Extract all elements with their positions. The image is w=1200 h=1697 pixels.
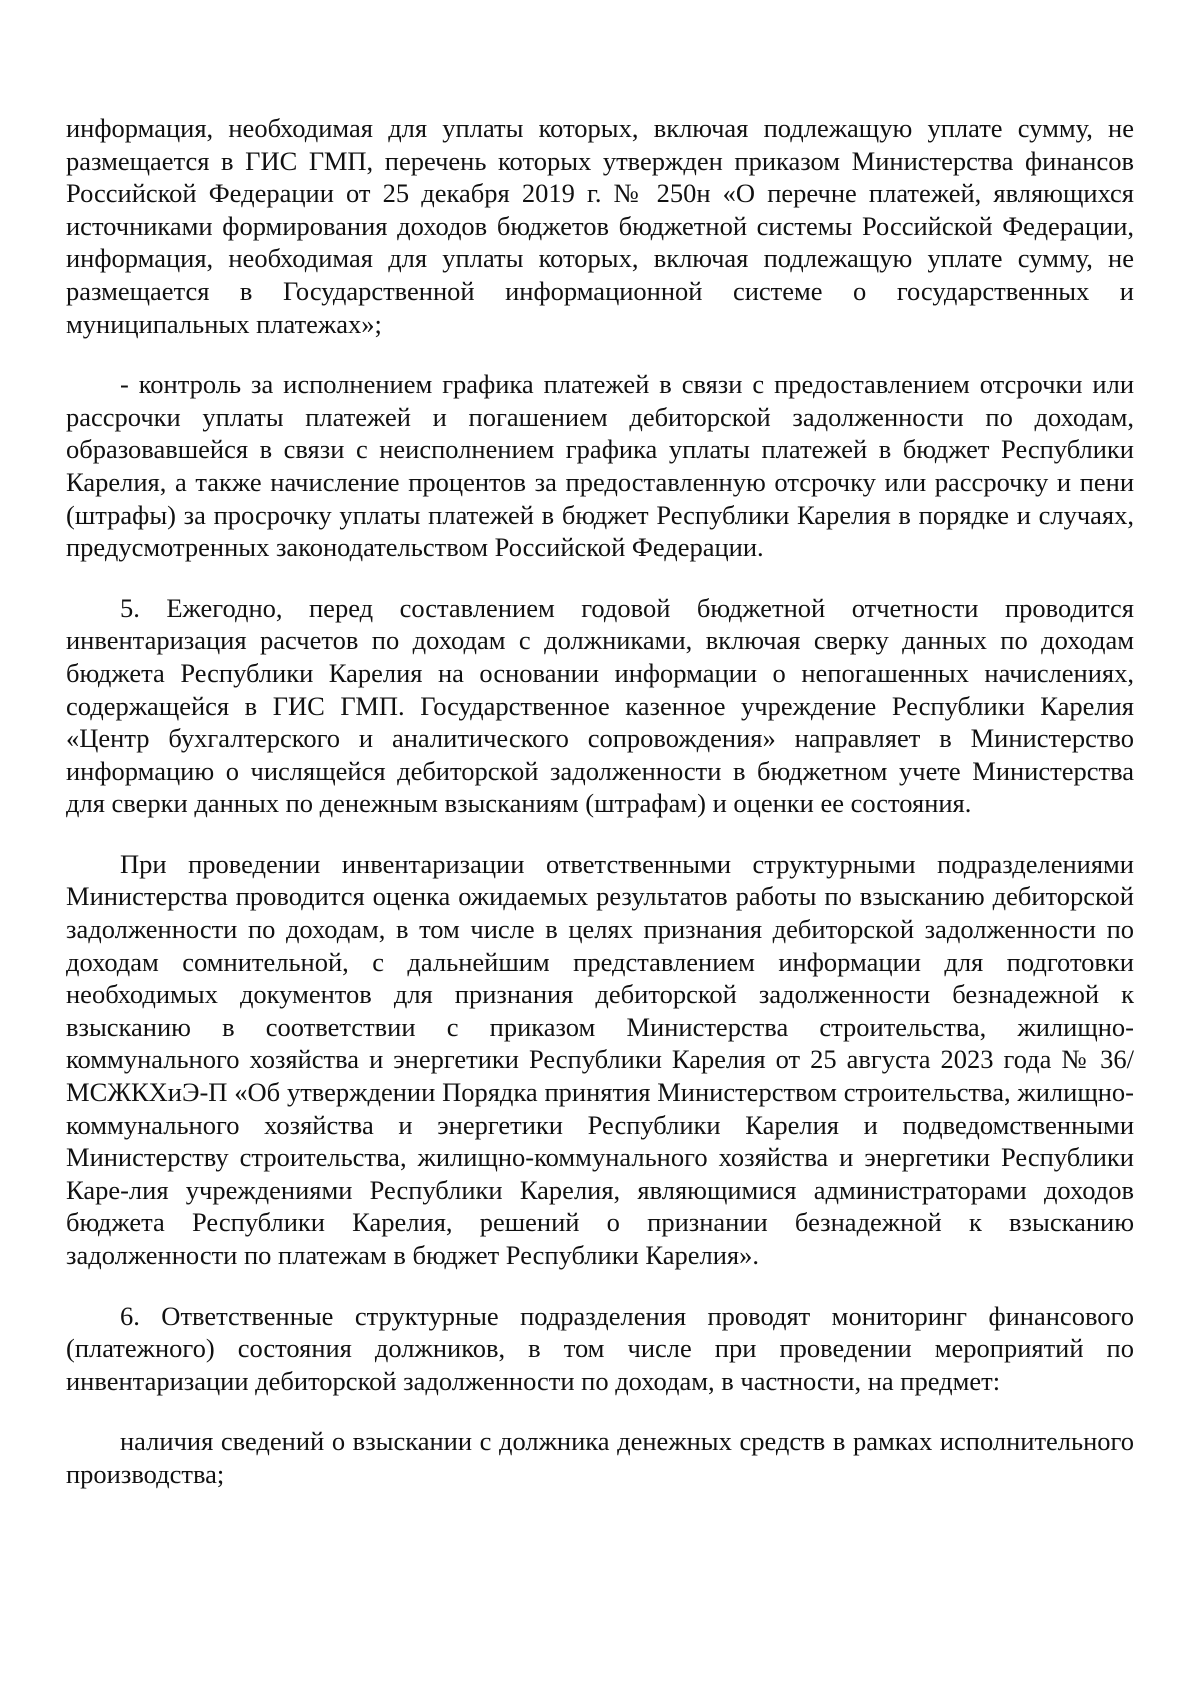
paragraph-item-5-inventory: 5. Ежегодно, перед составлением годовой бюджетной отчетности проводится инвентаризация расчетов по доходам с должниками, включая сверку данных по доходам бюджета Республики Карелия на основании информации о непогашенных начислениях, содержащейся в ГИС ГМП. Государственное казенное учреждение Республики Карелия «Центр бухгалтерского и аналитического сопровождения» направляет в Министерство информацию о числящейся дебиторской задолженности в бюджетном учете Министерства для сверки данных по денежным взысканиям (штрафам) и оценки ее состояния. (66, 592, 1134, 819)
paragraph-list-continuation: информация, необходимая для уплаты которых, включая подлежащую уплате сумму, не размещается в ГИС ГМП, перечень которых утвержден приказом Министерства финансов Российской Федерации от 25 декабря 2019 г. № 250н «О перечне платежей, являющихся источниками формирования доходов бюджетов бюджетной системы Российской Федерации, информация, необходимая для уплаты которых, включая подлежащую уплате сумму, не размещается в Государственной информационной системе о государственных и муниципальных платежах»; (66, 113, 1134, 339)
document-page (66, 112, 1134, 1519)
paragraph-payment-schedule-control: - контроль за исполнением графика платежей в связи с предоставлением отсрочки или рассрочки уплаты платежей и погашением дебиторской задолженности по доходам, образовавшейся в связи с неисполнением графика уплаты платежей в бюджет Республики Карелия, а также начисление процентов за предоставленную отсрочку или рассрочку и пени (штрафы) за просрочку уплаты платежей в бюджет Республики Карелия в порядке и случаях, предусмотренных законодательством Российской Федерации. (66, 369, 1134, 563)
paragraph-enforcement-proceedings: наличия сведений о взыскании с должника денежных средств в рамках исполнительного производства; (66, 1426, 1134, 1489)
paragraph-inventory-assessment: При проведении инвентаризации ответственными структурными подразделениями Министерства проводится оценка ожидаемых результатов работы по взысканию дебиторской задолженности по доходам, в том числе в целях признания дебиторской задолженности по доходам сомнительной, с дальнейшим представлением информации для подготовки необходимых документов для признания дебиторской задолженности безнадежной к взысканию в соответствии с приказом Министерства строительства, жилищно-коммунального хозяйства и энергетики Республики Карелия от 25 августа 2023 года № 36/МСЖКХиЭ-П «Об утверждении Порядка принятия Министерством строительства, жилищно-коммунального хозяйства и энергетики Республики Карелия и подведомственными Министерству строительства, жилищно-коммунального хозяйства и энергетики Республики Каре-лия учреждениями Республики Карелия, являющимися администраторами доходов бюджета Республики Карелия, решений о признании безнадежной к взысканию задолженности по платежам в бюджет Республики Карелия». (66, 848, 1134, 1270)
paragraph-item-6-monitoring: 6. Ответственные структурные подразделения проводят мониторинг финансового (платежного) состояния должников, в том числе при проведении мероприятий по инвентаризации дебиторской задолженности по доходам, в частности, на предмет: (66, 1300, 1134, 1396)
